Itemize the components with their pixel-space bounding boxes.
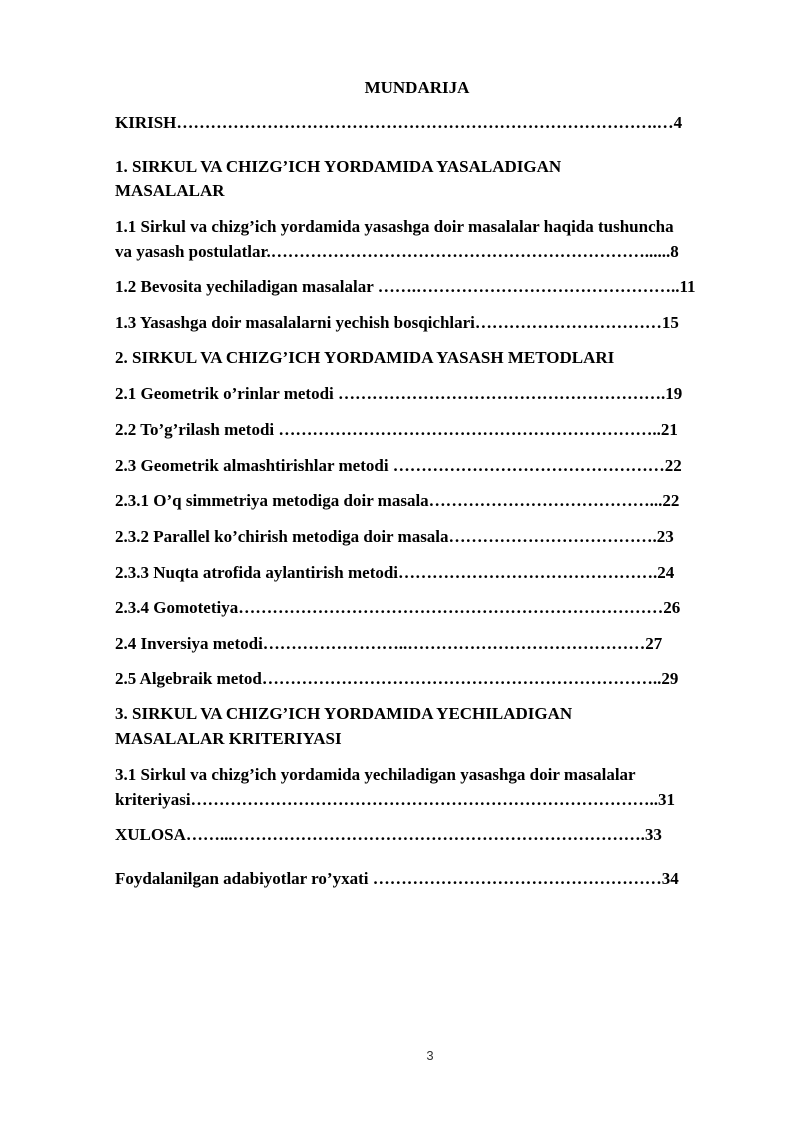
toc-entry-2-3: 2.3 Geometrik almashtirishlar metodi …………………………………………22	[115, 456, 682, 475]
toc-entry-2-3-3: 2.3.3 Nuqta atrofida aylantirish metodi……………………………………….24	[115, 563, 675, 582]
toc-entry-2-3-1: 2.3.1 O’q simmetriya metodiga doir masala…………………………………...22	[115, 491, 680, 510]
toc-entry-1-1-cont: va yasash postulatlar.…………………………………………………………......8	[115, 242, 679, 261]
toc-section-2-heading: 2. SIRKUL VA CHIZG’ICH YORDAMIDA YASASH METODLARI	[115, 348, 615, 367]
toc-entry-2-3-4: 2.3.4 Gomotetiya…………………………………………………………………26	[115, 598, 681, 617]
toc-entry-2-2: 2.2 To’g’rilash metodi …………………………………………………………..21	[115, 420, 678, 439]
page-number: 3	[426, 1048, 434, 1063]
toc-entry-2-5: 2.5 Algebraik metod……………………………………………………………..29	[115, 669, 679, 688]
toc-entry-3-1: 3.1 Sirkul va chizg’ich yordamida yechiladigan yasashga doir masalalar	[115, 765, 636, 784]
toc-entry-2-4: 2.4 Inversiya metodi……………………..……………………………………27	[115, 634, 663, 653]
toc-entry-xulosa: XULOSA……...……………………………………………………………….33	[115, 825, 662, 844]
toc-entry-1-3: 1.3 Yasashga doir masalalarni yechish bosqichlari……………………………15	[115, 313, 679, 332]
toc-entry-2-1: 2.1 Geometrik o’rinlar metodi ………………………………………………….19	[115, 384, 683, 403]
toc-section-1-heading-cont: MASALALAR	[115, 181, 225, 200]
toc-entry-adabiyotlar: Foydalanilgan adabiyotlar ro’yxati ……………………………………………34	[115, 869, 679, 888]
toc-entry-1-2: 1.2 Bevosita yechiladigan masalalar …….………………………………………..11	[115, 277, 696, 296]
toc-entry-3-1-cont: kriteriyasi………………………………………………………………………..31	[115, 790, 676, 809]
toc-section-1-heading: 1. SIRKUL VA CHIZG’ICH YORDAMIDA YASALADIGAN	[115, 157, 562, 176]
toc-title: MUNDARIJA	[364, 78, 470, 97]
toc-section-3-heading: 3. SIRKUL VA CHIZG’ICH YORDAMIDA YECHILADIGAN	[115, 704, 573, 723]
toc-section-3-heading-cont: MASALALAR KRITERIYASI	[115, 729, 342, 748]
toc-entry-2-3-2: 2.3.2 Parallel ko’chirish metodiga doir masala……………………………….23	[115, 527, 674, 546]
toc-entry-kirish: KIRISH………………………………………………………………………….…4	[115, 113, 683, 132]
toc-entry-1-1: 1.1 Sirkul va chizg’ich yordamida yasashga doir masalalar haqida tushuncha	[115, 217, 674, 236]
